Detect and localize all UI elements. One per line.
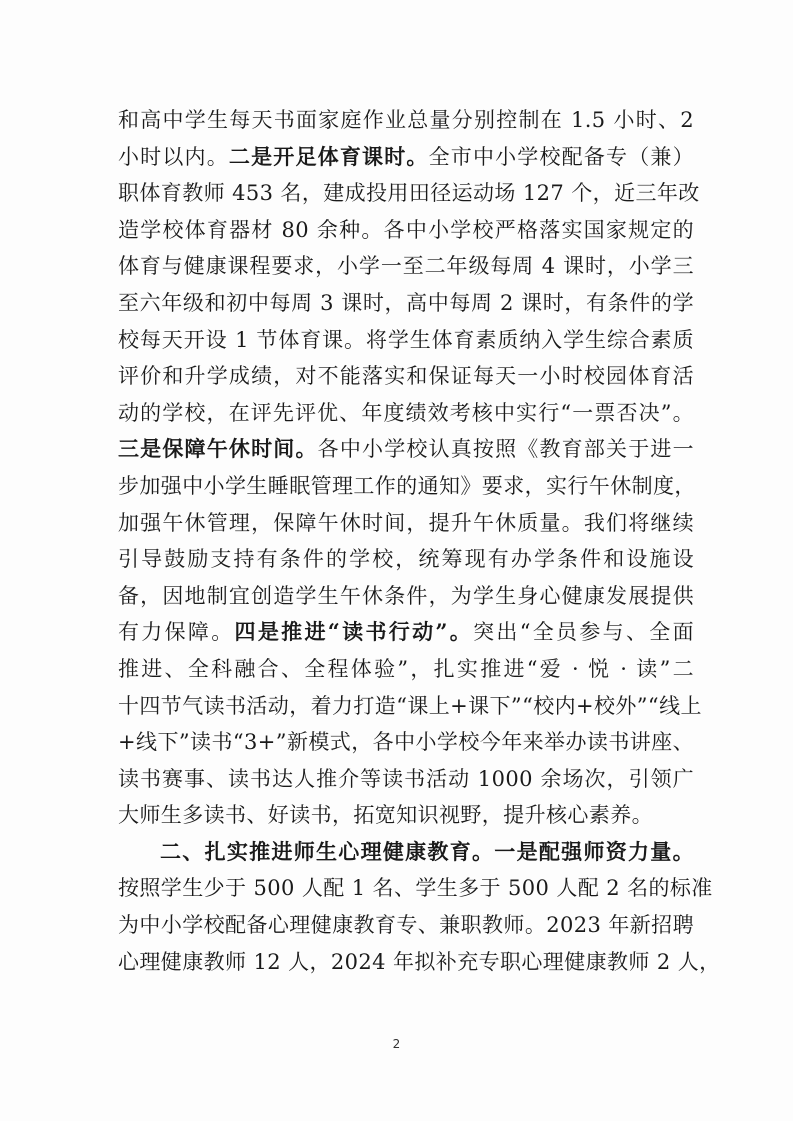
line-text: 十四节气读书活动，着力打造“课上+课下”“校内+校外”“线上 xyxy=(118,693,702,718)
line-text: 读书赛事、读书达人推介等读书活动 1000 余场次，引领广 xyxy=(118,766,694,791)
bold-heading-text: 二是开足体育课时。 xyxy=(228,143,429,169)
line-text: 有力保障。 xyxy=(118,620,235,645)
text-line xyxy=(118,358,694,395)
text-line xyxy=(118,322,694,359)
text-line xyxy=(118,688,702,725)
text-line xyxy=(118,797,694,834)
page-number: 2 xyxy=(392,1037,401,1051)
text-line xyxy=(118,907,694,944)
line-text: 造学校体育器材 80 余种。各中小学校严格落实国家规定的 xyxy=(118,217,694,242)
line-text: 推进、全科融合、全程体验”，扎实推进“爱 · 悦 · 读”二 xyxy=(118,656,694,681)
line-text: 小时以内。 xyxy=(118,144,229,169)
line-text: 全市中小学校配备专（兼） xyxy=(428,144,694,169)
line-text: +线下”读书“3+”新模式，各中小学校今年来举办读书讲座、 xyxy=(118,730,694,755)
text-line xyxy=(118,541,694,578)
bold-heading-text: 二、扎实推进师生心理健康教育。一是配强师资力量。 xyxy=(160,838,694,864)
text-line xyxy=(118,651,694,688)
line-text: 突出“全员参与、全面 xyxy=(473,620,694,645)
line-text: 大师生多读书、好读书，拓宽知识视野，提升核心素养。 xyxy=(118,803,653,828)
text-line xyxy=(118,248,694,285)
line-text: 步加强中小学生睡眠管理工作的通知》要求，实行午休制度， xyxy=(118,473,696,498)
line-text: 职体育教师 453 名，建成投用田径运动场 127 个，近三年改 xyxy=(118,181,700,206)
bold-heading-text: 三是保障午休时间。 xyxy=(118,436,318,462)
line-text: 加强午休管理，保障午休时间，提升午休质量。我们将继续 xyxy=(118,510,694,535)
text-line xyxy=(118,578,694,615)
line-text: 体育与健康课程要求，小学一至二年级每周 4 课时，小学三 xyxy=(118,254,694,279)
line-text: 引导鼓励支持有条件的学校，统筹现有办学条件和设施设 xyxy=(118,547,694,572)
bold-heading-text: 四是推进“读书行动”。 xyxy=(234,619,474,645)
text-line xyxy=(118,468,694,505)
line-text: 校每天开设 1 节体育课。将学生体育素质纳入学生综合素质 xyxy=(118,327,694,352)
line-text: 至六年级和初中每周 3 课时，高中每周 2 课时，有条件的学 xyxy=(118,290,694,315)
text-line xyxy=(118,102,694,139)
text-line xyxy=(118,139,694,176)
text-line xyxy=(118,614,694,651)
line-text: 按照学生少于 500 人配 1 名、学生多于 500 人配 2 名的标准 xyxy=(118,876,713,901)
line-text: 心理健康教师 12 人，2024 年拟补充专职心理健康教师 2 人， xyxy=(118,949,721,974)
text-line xyxy=(118,285,694,322)
text-line xyxy=(118,505,694,542)
line-text: 和高中学生每天书面家庭作业总量分别控制在 1.5 小时、2 xyxy=(118,108,694,132)
text-line xyxy=(118,870,713,907)
text-line xyxy=(118,212,694,249)
body-text xyxy=(118,102,721,980)
text-line xyxy=(118,724,694,761)
text-line xyxy=(118,431,694,468)
line-text: 动的学校，在评先评优、年度绩效考核中实行“一票否决”。 xyxy=(118,400,694,425)
text-line xyxy=(118,761,694,798)
line-text: 各中小学校认真按照《教育部关于进一 xyxy=(317,437,694,462)
text-line xyxy=(118,395,694,432)
text-line xyxy=(118,834,694,871)
line-text: 为中小学校配备心理健康教育专、兼职教师。2023 年新招聘 xyxy=(118,913,694,938)
line-text: 备，因地制宜创造学生午休条件，为学生身心健康发展提供 xyxy=(118,583,694,608)
line-text: 评价和升学成绩，对不能落实和保证每天一小时校园体育活 xyxy=(118,364,694,389)
text-line xyxy=(118,944,721,981)
text-line xyxy=(118,175,700,212)
